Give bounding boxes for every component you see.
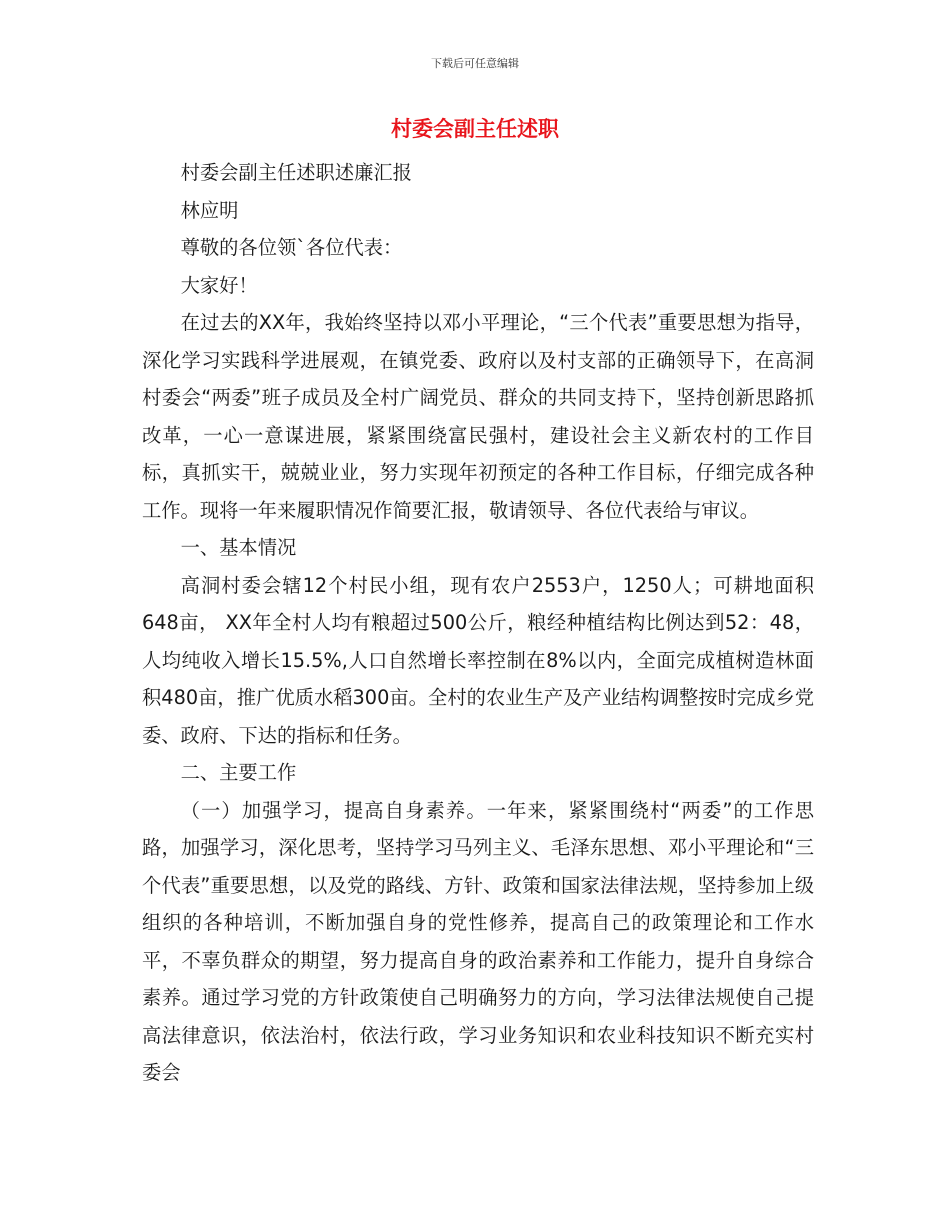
author-line: 林应明: [180, 198, 239, 222]
subtitle-line: 村委会副主任述职述廉汇报: [180, 161, 412, 184]
header-note: 下载后可任意编辑: [431, 57, 519, 70]
basic-situation-paragraph: 高洞村委会辖12个村民小组，现有农户2553户，1250人；可耕地面积648亩， XX年全村人均有粮超过500公斤，粮经种植结构比例达到52：48，人均纯收入增长15.5%,人口自然增长率控制在8%以内，全面完成植树造林面积480亩，推广优质水稻300亩。全村的农业生产及产业结构调整按时完成乡党委、政府、下达的指标和任务。: [142, 573, 814, 747]
document-title: 村委会副主任述职: [391, 117, 559, 141]
section-heading-main-work: 二、主要工作: [180, 761, 297, 784]
document-body: [142, 154, 814, 1092]
greeting-line: 大家好！: [180, 273, 258, 297]
intro-paragraph: 在过去的XX年，我始终坚持以邓小平理论，“三个代表”重要思想为指导，深化学习实践科学进展观，在镇党委、政府以及村支部的正确领导下，在高洞村委会“两委”班子成员及全村广阔党员、群众的共同支持下，坚持创新思路抓改革，一心一意谋进展，紧紧围绕富民强村，建设社会主义新农村的工作目标，真抓实干，兢兢业业，努力实现年初预定的各种工作目标，仔细完成各种工作。现将一年来履职情况作简要汇报，敬请领导、各位代表给与审议。: [142, 311, 814, 522]
main-work-item-1-paragraph: （一）加强学习，提高自身素养。一年来，紧紧围绕村“两委”的工作思路，加强学习，深化思考，坚持学习马列主义、毛泽东思想、邓小平理论和“三个代表”重要思想，以及党的路线、方针、政策和国家法律法规，坚持参加上级组织的各种培训，不断加强自身的党性修养，提高自己的政策理论和工作水平，不辜负群众的期望，努力提高自身的政治素养和工作能力，提升自身综合素养。通过学习党的方针政策使自己明确努力的方向，学习法律法规使自己提高法律意识，依法治村，依法行政，学习业务知识和农业科技知识不断充实村委会: [142, 798, 814, 1084]
section-heading-basic: 一、基本情况: [180, 536, 297, 559]
salutation-line: 尊敬的各位领`各位代表：: [180, 236, 403, 259]
